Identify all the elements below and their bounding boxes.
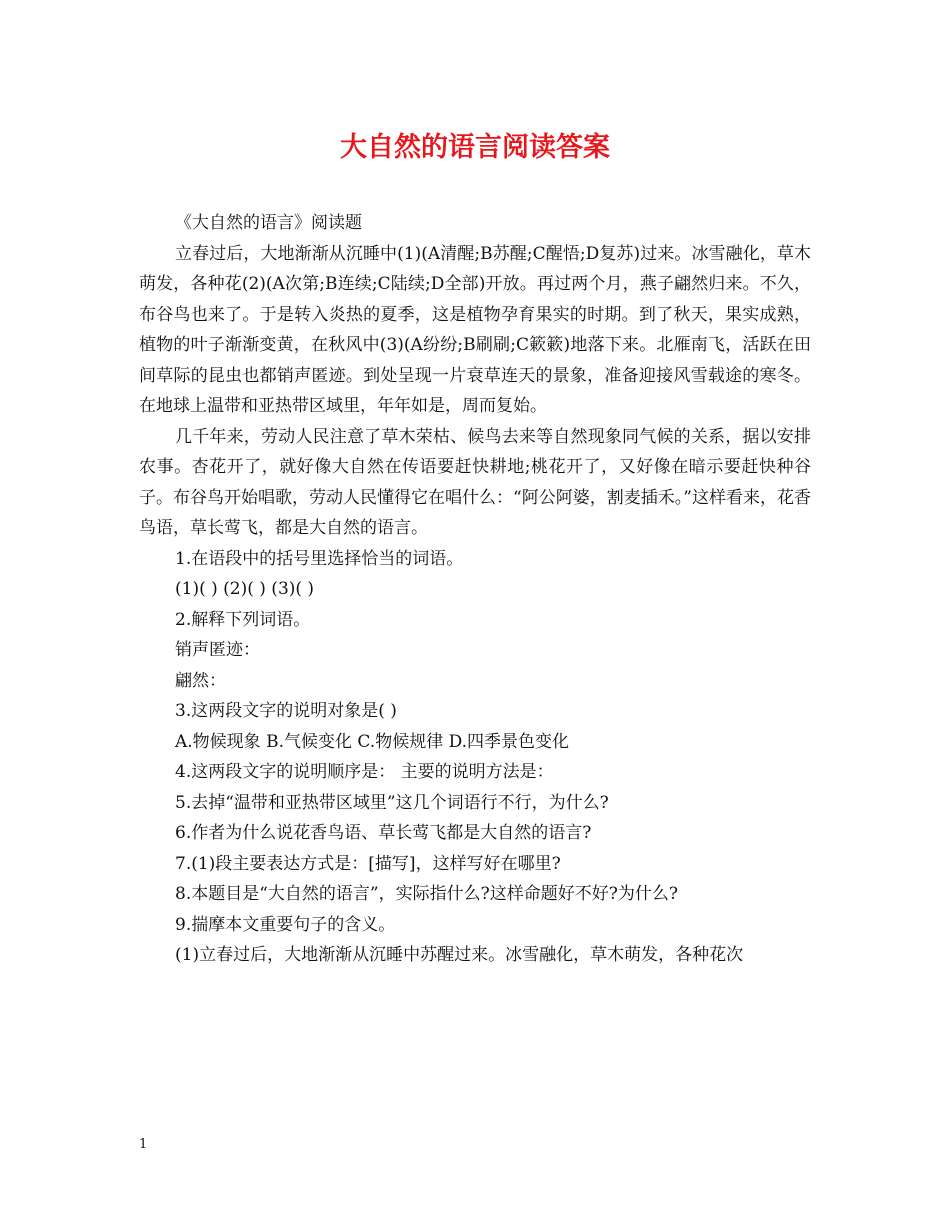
question-4: 4.这两段文字的说明顺序是： 主要的说明方法是： (175, 762, 554, 782)
question-8: 8.本题目是“大自然的语言”，实际指什么?这样命题好不好?为什么? (175, 884, 678, 904)
question-9-sentence-1: (1)立春过后，大地渐渐从沉睡中苏醒过来。冰雪融化，草木萌发，各种花次 (175, 945, 744, 965)
question-2: 2.解释下列词语。 (175, 609, 311, 630)
question-2-term-1: 销声匿迹： (175, 640, 260, 660)
question-5: 5.去掉“温带和亚热带区域里”这几个词语行不行，为什么? (175, 792, 609, 813)
paragraph-2: 几千年来，劳动人民注意了草木荣枯、候鸟去来等自然现象同气候的关系，据以安排农事。杏花开了，就好像大自然在传语要赶快耕地;桃花开了，又好像在暗示要赶快种谷子。布谷鸟开始唱歌，劳动人民懂得它在唱什么：“阿公阿婆，割麦插禾。”这样看来，花香鸟语，草长莺飞，都是大自然的语言。 (139, 426, 811, 538)
question-6: 6.作者为什么说花香鸟语、草长莺飞都是大自然的语言? (175, 823, 592, 843)
question-1: 1.在语段中的括号里选择恰当的词语。 (175, 548, 464, 569)
question-1-blanks: (1)( ) (2)( ) (3)( ) (175, 579, 315, 599)
page-number: 1 (139, 1137, 148, 1152)
reading-subtitle: 《大自然的语言》阅读题 (175, 213, 362, 233)
page-title: 大自然的语言阅读答案 (340, 132, 610, 163)
question-9: 9.揣摩本文重要句子的含义。 (175, 914, 396, 935)
paragraph-1: 立春过后，大地渐渐从沉睡中(1)(A清醒;B苏醒;C醒悟;D复苏)过来。冰雪融化，草木萌发，各种花(2)(A次第;B连续;C陆续;D全部)开放。再过两个月，燕子翩然归来。不久，布谷鸟也来了。于是转入炎热的夏季，这是植物孕育果实的时期。到了秋天，果实成熟，植物的叶子渐渐变黄，在秋风中(3)(A纷纷;B刷刷;C簌簌)地落下来。北雁南飞，活跃在田间草际的昆虫也都销声匿迹。到处呈现一片衰草连天的景象，准备迎接风雪载途的寒冬。在地球上温带和亚热带区域里，年年如是，周而复始。 (139, 243, 811, 416)
question-3: 3.这两段文字的说明对象是( ) (175, 701, 397, 721)
question-3-options: A.物候现象 B.气候变化 C.物候规律 D.四季景色变化 (175, 731, 570, 752)
question-7: 7.(1)段主要表达方式是：[描写]，这样写好在哪里? (175, 853, 561, 874)
document-body (139, 208, 811, 971)
question-2-term-2: 翩然： (175, 670, 226, 691)
